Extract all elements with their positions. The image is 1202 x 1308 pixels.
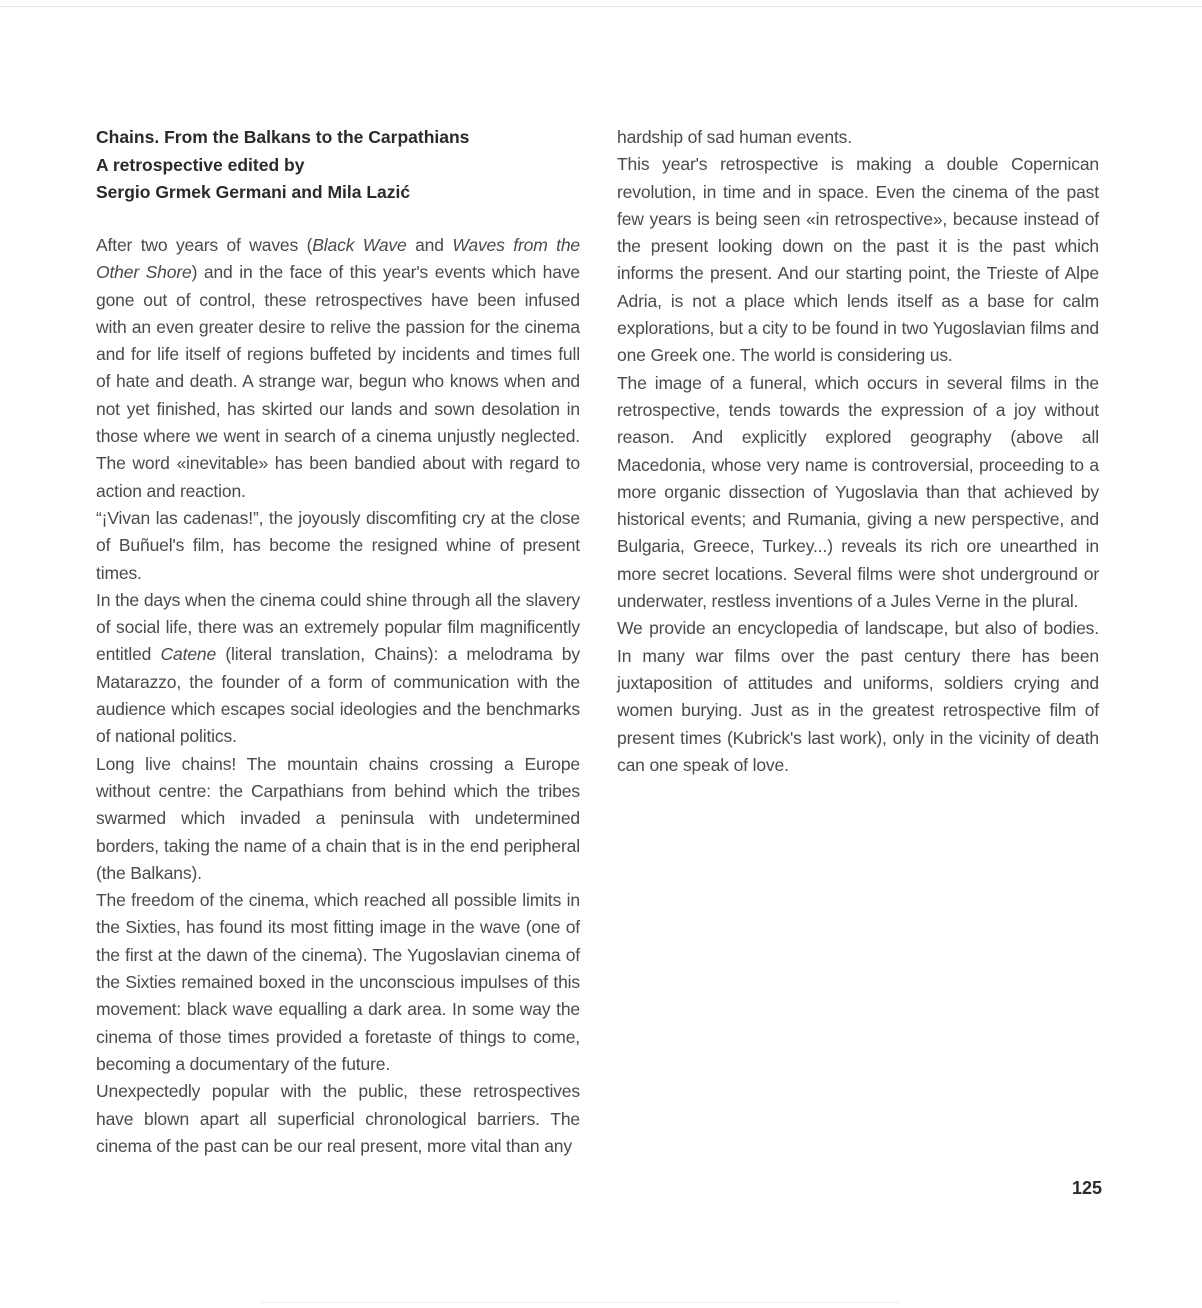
paragraph: This year's retrospective is making a double Copernican revolution, in time and in space. Even the cinema of the past few years is being seen «in retrospective», because instead of the present looking down on the past it is the past which informs the present. And our starting point, the Trieste of Alpe Adria, is not a place which lends itself as a base for calm explorations, but a city to be found in two Yugoslavian films and one Greek one. The world is considering us.	[617, 154, 1099, 366]
text-run: and	[406, 235, 453, 255]
film-title: Catene	[160, 644, 217, 665]
film-title: Black Wave	[312, 235, 407, 255]
top-rule	[0, 6, 1202, 7]
heading-subtitle: A retrospective edited by	[96, 154, 305, 175]
heading-editors: Sergio Grmek Germani and Mila Lazić	[96, 182, 411, 202]
left-column	[96, 232, 580, 1160]
paragraph	[96, 587, 580, 751]
article-heading	[96, 124, 586, 207]
page-number: 125	[1071, 1178, 1102, 1198]
paragraph: “¡Vivan las cadenas!”, the joyously discomfiting cry at the close of Buñuel's film, has become the resigned whine of present times.	[96, 507, 580, 583]
text-run: In the days when the cinema could shine through all the slavery of social life, there was an extremely popular film magnificently entitled	[96, 589, 580, 665]
paragraph: We provide an encyclopedia of landscape, but also of bodies. In many war films over the past century there has been juxtaposition of attitudes and uniforms, soldiers crying and women burying. Just as in the greatest retrospective film of present times (Kubrick's last work), only in the vicinity of death can one speak of love.	[617, 618, 1099, 775]
paragraph: The image of a funeral, which occurs in several films in the retrospective, tends towards the expression of a joy without reason. And explicitly explored geography (above all Macedonia, whose very name is controversial, proceeding to a more organic dissection of Yugoslavia than that achieved by historical events; and Rumania, giving a new perspective, and Bulgaria, Greece, Turkey...) reveals its rich ore unearthed in more secret locations. Several films were shot underground or underwater, restless inventions of a Jules Verne in the plural.	[617, 372, 1099, 612]
paragraph: Unexpectedly popular with the public, these retrospectives have blown apart all superficial chronological barriers. The cinema of the past can be our real present, more vital than any	[96, 1081, 580, 1156]
bottom-rule	[260, 1302, 900, 1303]
film-title: Waves from the Other Shore	[96, 235, 580, 283]
paragraph	[96, 232, 580, 505]
text-run: After two years of waves (	[96, 235, 313, 255]
paragraph: The freedom of the cinema, which reached all possible limits in the Sixties, has found its most fitting image in the wave (one of the first at the dawn of the cinema). The Yugoslavian cinema of the Sixties remained boxed in the unconscious impulses of this movement: black wave equalling a dark area. In some way the cinema of those times provided a foretaste of things to come, becoming a documentary of the future.	[96, 890, 580, 1074]
heading-title: Chains. From the Balkans to the Carpathians	[96, 127, 470, 147]
paragraph: Long live chains! The mountain chains crossing a Europe without centre: the Carpathians from behind which the tribes swarmed which invaded a peninsula with undetermined borders, taking the name of a chain that is in the end peripheral (the Balkans).	[96, 753, 580, 883]
text-run: ) and in the face of this year's events which have gone out of control, these retrospectives have been infused with an even greater desire to relive the passion for the cinema and for life itself of regions buffeted by incidents and times full of hate and death. A strange war, begun who knows when and not yet finished, has skirted our lands and sown desolation in those where we went in search of a cinema unjustly neglected. The word «inevitable» has been bandied about with regard to action and reaction.	[96, 262, 580, 501]
right-column	[617, 124, 1099, 779]
text-run: (literal translation, Chains): a melodrama by Matarazzo, the founder of a form of communication with the audience which escapes social ideologies and the benchmarks of national politics.	[96, 644, 580, 747]
paragraph: hardship of sad human events.	[617, 127, 852, 147]
